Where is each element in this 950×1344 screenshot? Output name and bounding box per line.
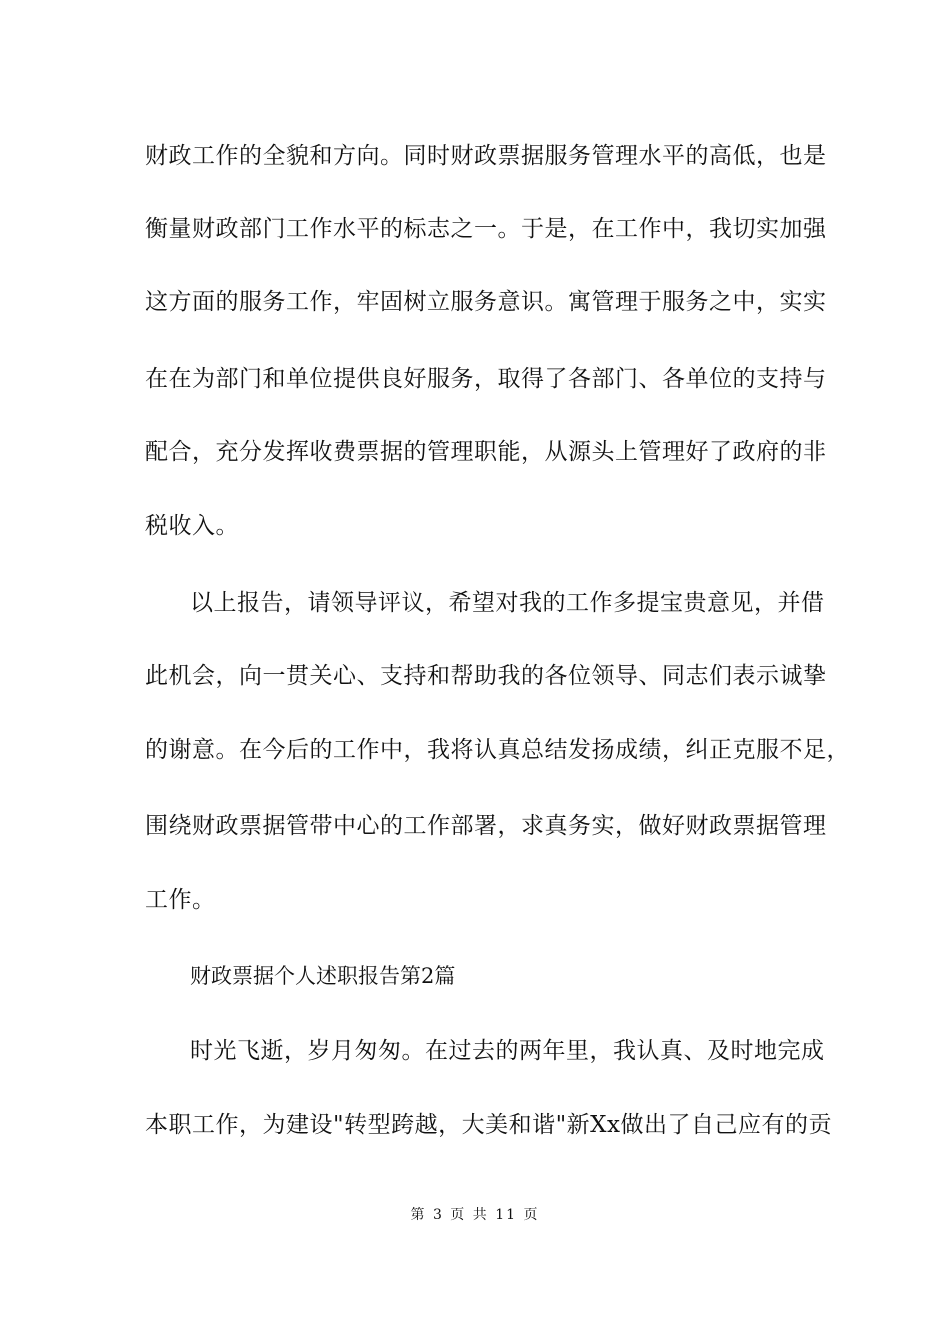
paragraph-2-line-5: 工作。: [145, 887, 216, 913]
paragraph-1-line-4: 在在为部门和单位提供良好服务，取得了各部门、各单位的支持与: [145, 366, 827, 392]
paragraph-1-line-1: 财政工作的全貌和方向。同时财政票据服务管理水平的高低，也是: [145, 143, 827, 169]
paragraph-3-line-2: 本职工作，为建设"转型跨越，大美和谐"新Xx做出了自己应有的贡: [145, 1112, 833, 1138]
paragraph-1-line-3: 这方面的服务工作，牢固树立服务意识。寓管理于服务之中，实实: [145, 289, 827, 315]
paragraph-2-line-2: 此机会，向一贯关心、支持和帮助我的各位领导、同志们表示诚挚: [145, 663, 827, 689]
section-heading: 财政票据个人述职报告第2篇: [190, 964, 456, 988]
page-footer: 第 3 页 共 11 页: [410, 1207, 540, 1223]
paragraph-2-line-3: 的谢意。在今后的工作中，我将认真总结发扬成绩，纠正克服不足，: [145, 737, 850, 763]
paragraph-3-line-1: 时光飞逝，岁月匆匆。在过去的两年里，我认真、及时地完成: [190, 1038, 825, 1064]
paragraph-2-line-1: 以上报告，请领导评议，希望对我的工作多提宝贵意见，并借: [190, 590, 825, 616]
paragraph-1-line-5: 配合，充分发挥收费票据的管理职能，从源头上管理好了政府的非: [145, 439, 827, 465]
paragraph-1-line-6: 税收入。: [145, 513, 239, 539]
paragraph-1-line-2: 衡量财政部门工作水平的标志之一。于是，在工作中，我切实加强: [145, 216, 827, 242]
paragraph-2-line-4: 围绕财政票据管带中心的工作部署，求真务实，做好财政票据管理: [145, 813, 827, 839]
